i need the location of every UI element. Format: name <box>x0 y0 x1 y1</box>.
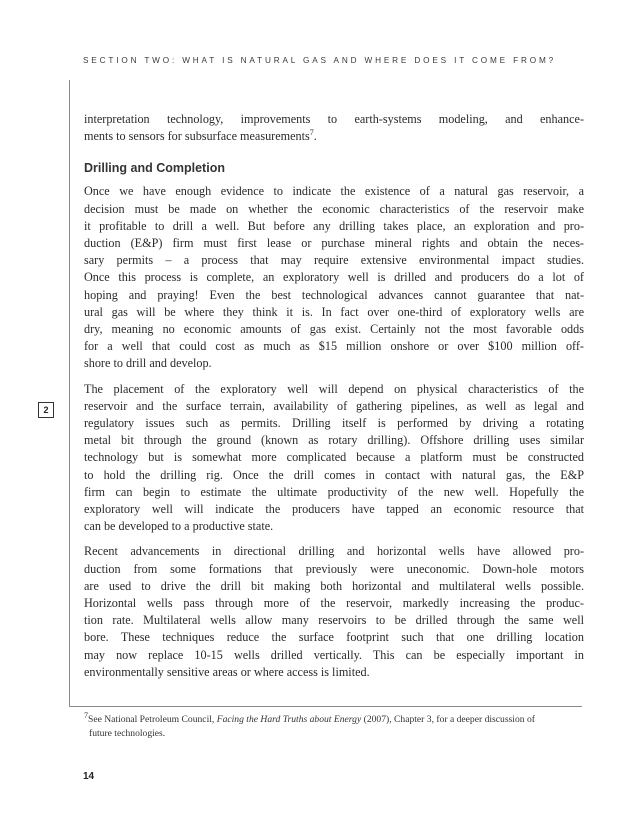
text-line: duction from some formations that previously were uneconomic. Down-hole motors <box>84 561 584 576</box>
text-line: can be developed to a productive state. <box>84 519 274 534</box>
text-line: metal bit through the ground (known as rotary drilling). Offshore drilling uses similar <box>84 433 584 448</box>
text-line: duction (E&P) firm must first lease or purchase mineral rights and obtain the neces- <box>84 236 584 251</box>
text-line: Recent advancements in directional drilling and horizontal wells have allowed pro- <box>84 544 584 559</box>
text-line: interpretation technology, improvements to earth-systems modeling, and enhance- <box>84 112 584 126</box>
text-line: it profitable to drill a well. But before any drilling takes place, an exploration and pro- <box>84 218 584 233</box>
vertical-rule <box>69 80 70 706</box>
text-line: for a well that could cost as much as $15 million onshore or over $100 million off- <box>84 339 584 354</box>
paragraph <box>84 381 584 536</box>
text-line: to hold the drilling rig. Once the drill comes in contact with natural gas, the E&P <box>84 467 584 482</box>
footnote-marker: 7 <box>84 710 88 720</box>
text-line: bore. These techniques reduce the surface footprint such that one drilling location <box>84 630 584 645</box>
footnote <box>84 710 584 740</box>
paragraph <box>84 543 584 681</box>
intro-paragraph <box>84 111 584 145</box>
paragraphs <box>84 183 584 681</box>
text-line: regulatory issues such as permits. Drilling itself is performed by driving a rotating <box>84 416 584 431</box>
footnote-line: $^7$See National Petroleum Council, Facing the Hard Truths about Energy (2007), Chapter 3, for a deeper discussion of <box>84 710 535 725</box>
text-line: ural gas will be where they think it is. In fact over one-third of exploratory wells are <box>84 304 584 319</box>
text-line: decision must be made on whether the economic characteristics of the reservoir make <box>84 201 584 216</box>
text-line: shore to drill and develop. <box>84 356 212 371</box>
text-line: Horizontal wells pass through more of the reservoir, markedly increasing the produc- <box>84 596 584 611</box>
text-line: ments to sensors for subsurface measurements$^7$. <box>84 128 317 144</box>
text-line: exploratory well will indicate the producers have tapped an economic resource that <box>84 502 584 517</box>
chapter-marker: 2 <box>38 402 54 418</box>
page-number: 14 <box>83 771 95 782</box>
text-line: dry, meaning no economic amounts of gas exist. Certainly not the most favorable odds <box>84 322 584 337</box>
body-text <box>84 111 584 681</box>
text-line: may now replace 10-15 wells drilled vertically. This can be especially important in <box>84 647 584 662</box>
text-line: tion rate. Multilateral wells allow many reservoirs to be drilled through the same well <box>84 613 584 628</box>
text-line: environmentally sensitive areas or where access is limited. <box>84 664 370 679</box>
footnote-reference: 7 <box>309 128 314 138</box>
paragraph <box>84 183 584 372</box>
text-line: reservoir and the surface terrain, availability of gathering pipelines, as well as legal and <box>84 398 584 413</box>
text-line: firm can begin to estimate the ultimate productivity of the new well. Hopefully the <box>84 484 584 499</box>
text-line: sary permits – a process that may require extensive environmental impact studies. <box>84 253 584 268</box>
text-line: are used to drive the drill bit making both horizontal and multilateral wells possible. <box>84 578 584 593</box>
text-line: hoping and praying! Even the best technological advances cannot guarantee that nat- <box>84 287 584 302</box>
footnote-title: Facing the Hard Truths about Energy <box>216 714 362 725</box>
section-header: SECTION TWO: WHAT IS NATURAL GAS AND WHERE DOES IT COME FROM? <box>83 56 557 65</box>
text-line: technology but is somewhat more complicated because a platform must be constructed <box>84 450 584 465</box>
text-line: The placement of the exploratory well will depend on physical characteristics of the <box>84 381 584 396</box>
text-line: Once this process is complete, an exploratory well is drilled and producers do a lot of <box>84 270 584 285</box>
text-line: Once we have enough evidence to indicate the existence of a natural gas reservoir, a <box>84 184 584 199</box>
footnote-rule <box>69 706 582 707</box>
footnote-line: future technologies. <box>89 727 166 739</box>
section-heading: Drilling and Completion <box>84 161 225 176</box>
